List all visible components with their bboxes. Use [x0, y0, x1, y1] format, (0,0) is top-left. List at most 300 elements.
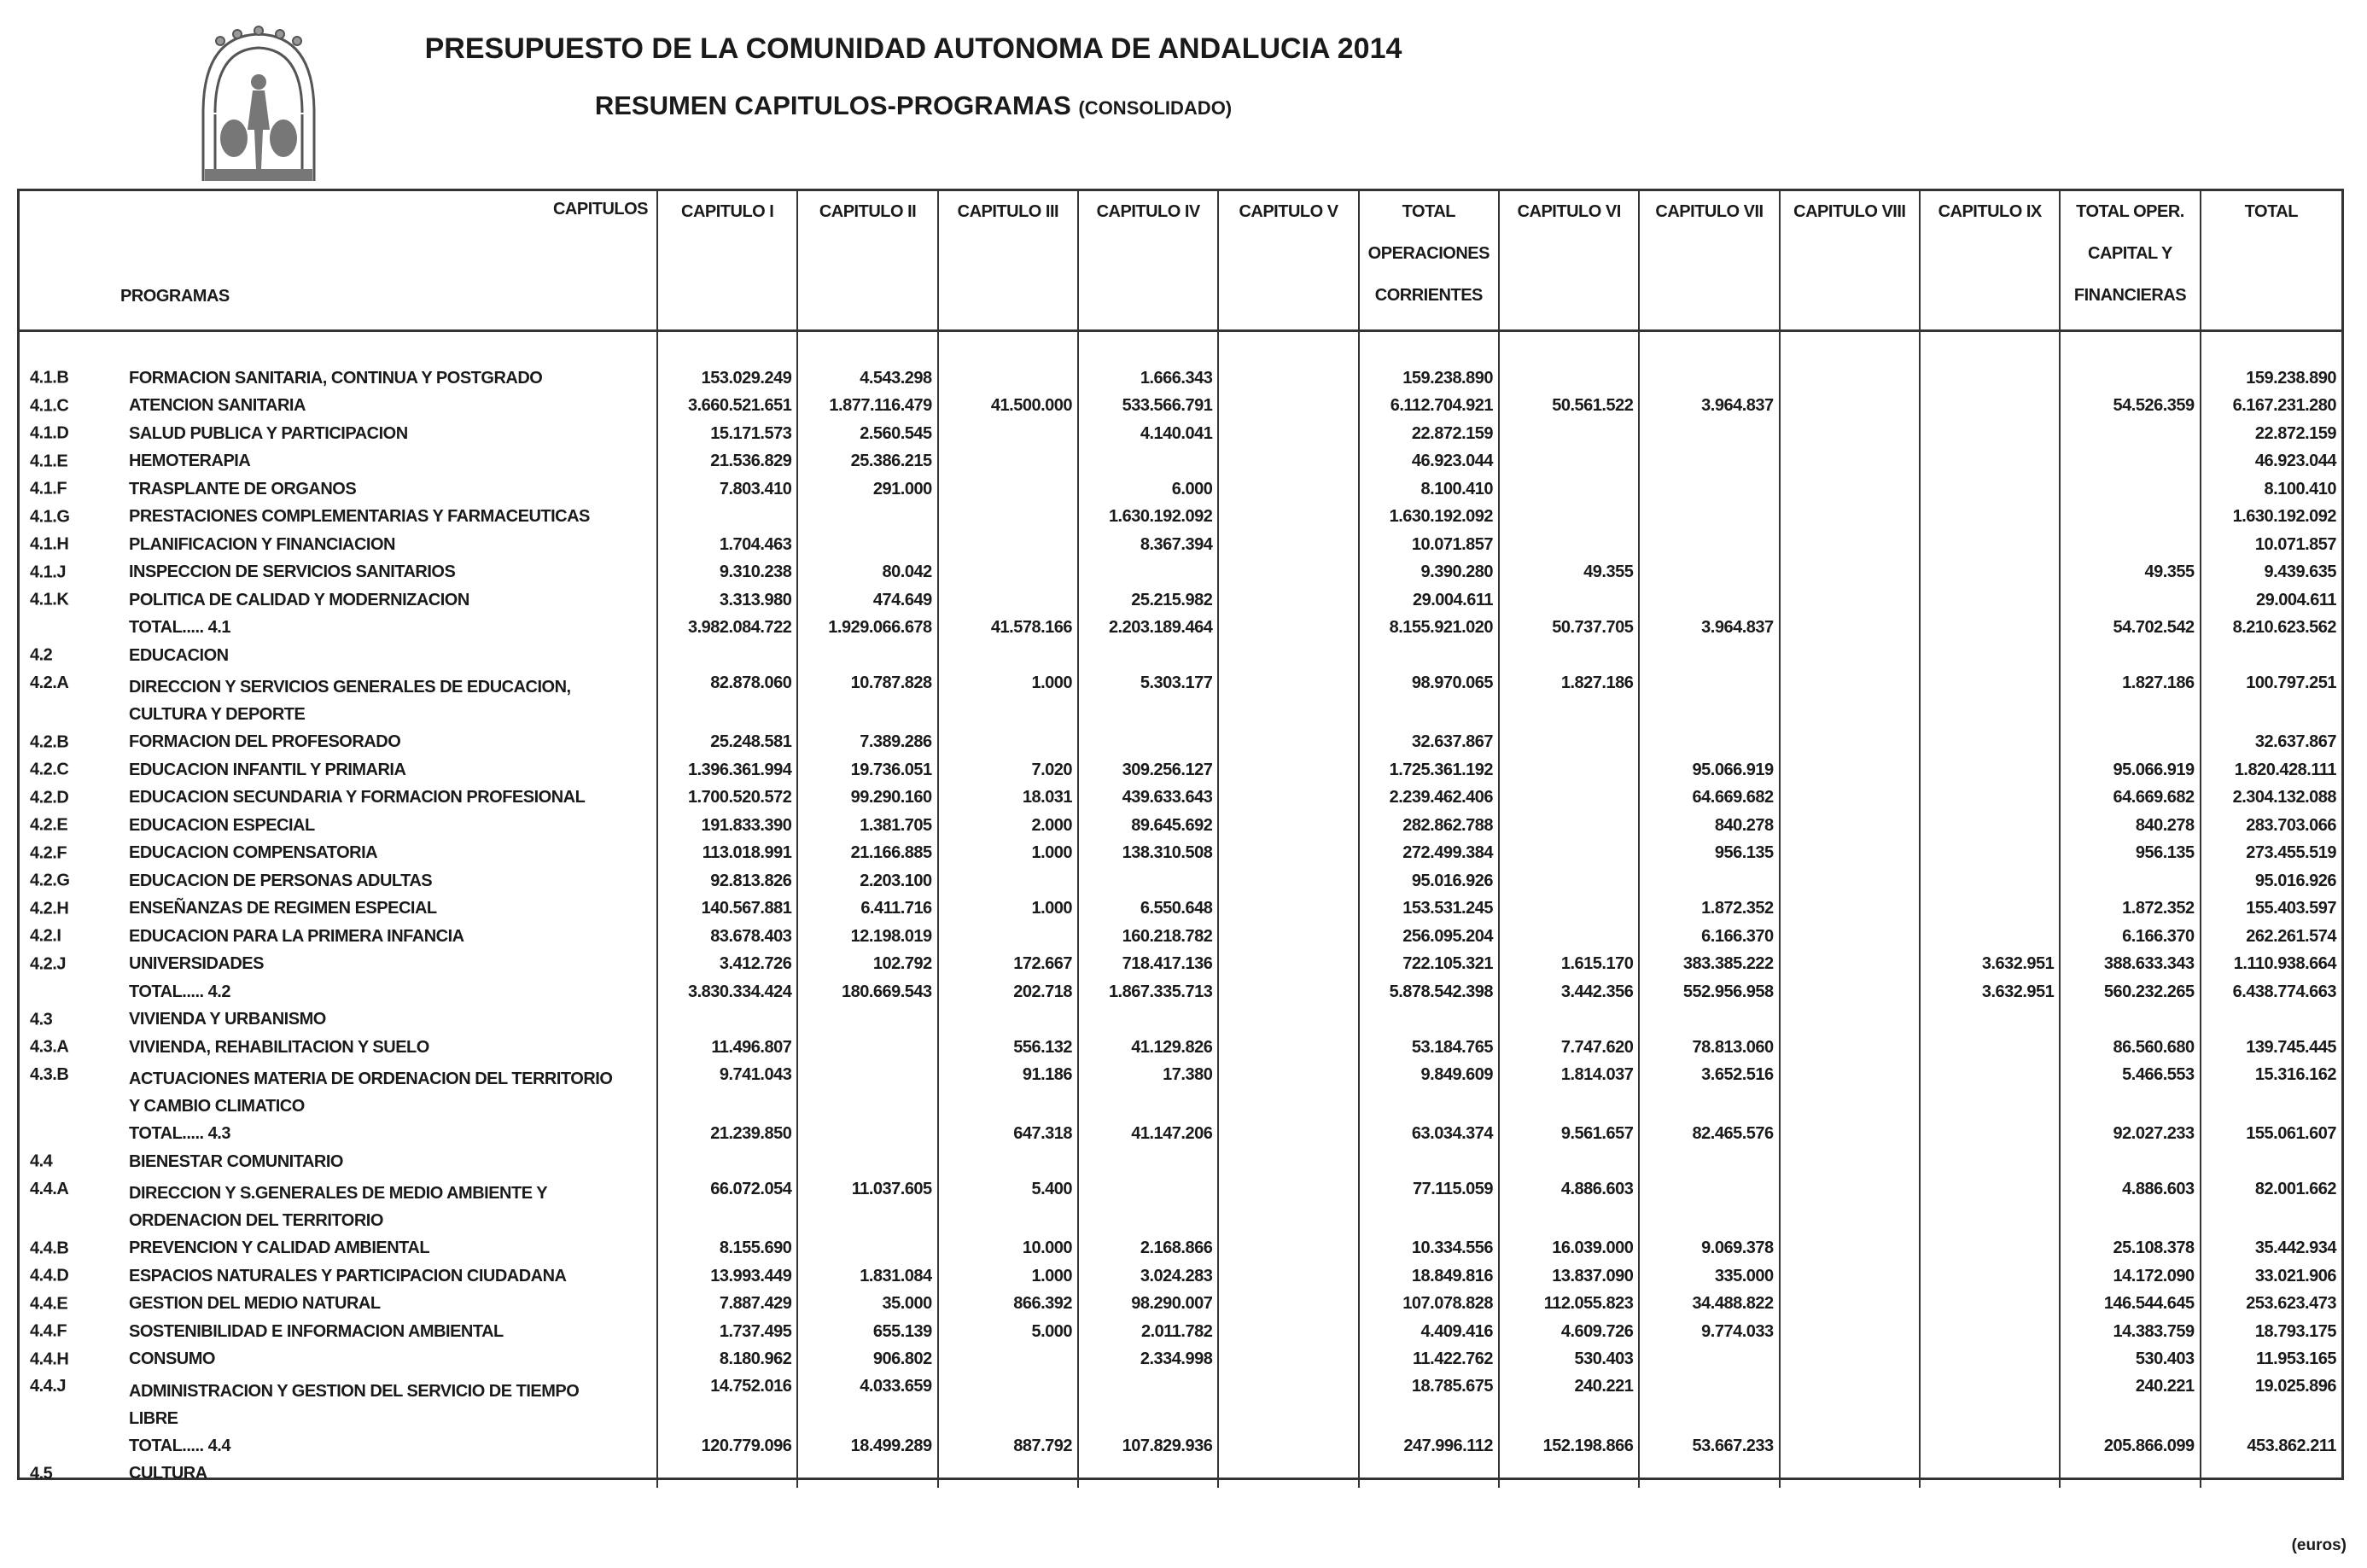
amount-cell	[938, 867, 1078, 895]
program-name: EDUCACION DE PERSONAS ADULTAS	[129, 871, 433, 890]
amount-cell	[1218, 1346, 1358, 1374]
amount-cell	[938, 504, 1078, 532]
column-header-line: CORRIENTES	[1374, 286, 1483, 305]
amount-cell: 10.000	[938, 1235, 1078, 1263]
program-name: ADMINISTRACION Y GESTION DEL SERVICIO DE TIEMPO	[129, 1381, 580, 1401]
amount-cell	[1920, 1262, 2060, 1291]
amount-cell: 14.383.759	[2060, 1318, 2200, 1346]
amount-cell: 18.793.175	[2254, 1321, 2336, 1341]
amount-cell: 1.827.186	[1499, 670, 1639, 729]
amount-cell: 240.221	[2060, 1373, 2200, 1432]
amount-cell: 8.100.410	[2264, 479, 2336, 498]
amount-cell	[797, 1006, 937, 1035]
amount-cell: 256.095.204	[1359, 923, 1499, 951]
amount-cell: 49.355	[1499, 559, 1639, 587]
amount-cell: 530.403	[2060, 1346, 2200, 1374]
amount-cell	[1639, 420, 1779, 448]
column-header-line: CAPITULO VI	[1517, 202, 1621, 221]
amount-cell	[1359, 642, 1499, 670]
amount-cell: 556.132	[938, 1034, 1078, 1062]
empty-cell	[938, 331, 1078, 365]
amount-cell	[1780, 364, 1920, 393]
amount-cell: 32.637.867	[2254, 732, 2336, 752]
empty-cell	[657, 331, 797, 365]
amount-cell: 41.129.826	[1078, 1034, 1218, 1062]
budget-sheet	[17, 189, 2344, 1483]
program-name: TOTAL..... 4.2	[129, 982, 230, 1001]
program-name: ESPACIOS NATURALES Y PARTICIPACION CIUDADANA	[129, 1266, 567, 1285]
table-row	[20, 586, 2341, 615]
program-name: EDUCACION INFANTIL Y PRIMARIA	[129, 760, 406, 779]
amount-cell: 4.886.603	[2060, 1176, 2200, 1235]
amount-cell: 140.567.881	[657, 895, 797, 924]
budget-table	[20, 191, 2341, 1488]
amount-cell: 120.779.096	[657, 1432, 797, 1460]
amount-cell: 32.637.867	[1359, 729, 1499, 757]
amount-cell	[1359, 1148, 1499, 1176]
amount-cell: 3.024.283	[1078, 1262, 1218, 1291]
program-name: INSPECCION DE SERVICIOS SANITARIOS	[129, 562, 456, 582]
amount-cell: 1.827.186	[2060, 670, 2200, 729]
program-name: HEMOTERAPIA	[129, 452, 251, 471]
program-name: Y CAMBIO CLIMATICO	[129, 1097, 305, 1116]
amount-cell	[1920, 670, 2060, 729]
amount-cell: 253.623.473	[2246, 1294, 2336, 1314]
amount-cell	[1218, 364, 1358, 393]
amount-cell: 474.649	[797, 586, 937, 615]
amount-cell	[1639, 1460, 1779, 1489]
table-row	[20, 670, 2341, 729]
amount-cell: 146.544.645	[2060, 1291, 2200, 1319]
amount-cell: 1.630.192.092	[1078, 504, 1218, 532]
program-label-cell	[20, 951, 657, 979]
amount-cell: 530.403	[1499, 1346, 1639, 1374]
amount-cell	[1218, 978, 1358, 1006]
amount-cell	[1780, 729, 1920, 757]
column-header	[1639, 191, 1779, 331]
amount-cell	[1920, 364, 2060, 393]
amount-cell	[1780, 1346, 1920, 1374]
amount-cell	[1639, 531, 1779, 559]
amount-cell: 8.367.394	[1078, 531, 1218, 559]
amount-cell	[1639, 586, 1779, 615]
amount-cell	[2060, 729, 2200, 757]
amount-cell: 3.982.084.722	[657, 615, 797, 643]
table-row	[20, 559, 2341, 587]
amount-cell: 14.752.016	[657, 1373, 797, 1432]
amount-cell: 1.704.463	[657, 531, 797, 559]
amount-cell: 291.000	[797, 475, 937, 504]
amount-cell	[1920, 1318, 2060, 1346]
amount-cell	[1780, 951, 1920, 979]
amount-cell	[1920, 420, 2060, 448]
amount-cell	[1218, 1148, 1358, 1176]
amount-cell: 92.027.233	[2060, 1121, 2200, 1149]
table-row	[20, 1318, 2341, 1346]
amount-cell: 4.033.659	[797, 1373, 937, 1432]
amount-cell: 6.166.370	[1639, 923, 1779, 951]
program-code: 4.3.A	[30, 1037, 69, 1057]
amount-cell	[1920, 923, 2060, 951]
program-code: 4.2.C	[30, 760, 69, 779]
amount-cell	[1920, 840, 2060, 868]
amount-cell: 172.667	[938, 951, 1078, 979]
program-name: TRASPLANTE DE ORGANOS	[129, 479, 357, 498]
program-name: TOTAL..... 4.1	[129, 618, 230, 638]
program-name: ENSEÑANZAS DE REGIMEN ESPECIAL	[129, 899, 437, 918]
amount-cell	[1218, 784, 1358, 813]
amount-cell: 9.774.033	[1639, 1318, 1779, 1346]
amount-cell: 3.632.951	[1920, 978, 2060, 1006]
column-header	[1780, 191, 1920, 331]
program-name: EDUCACION COMPENSATORIA	[129, 843, 378, 863]
table-row	[20, 1262, 2341, 1291]
amount-cell: 112.055.823	[1499, 1291, 1639, 1319]
amount-cell	[1078, 448, 1218, 476]
amount-cell: 41.147.206	[1078, 1121, 1218, 1149]
amount-cell	[1639, 1346, 1779, 1374]
section-row	[20, 642, 2341, 670]
amount-cell	[1639, 364, 1779, 393]
amount-cell: 1.929.066.678	[797, 615, 937, 643]
amount-cell	[1780, 1034, 1920, 1062]
program-code: 4.1.B	[30, 368, 69, 388]
amount-cell	[1920, 504, 2060, 532]
amount-cell	[1218, 895, 1358, 924]
amount-cell: 95.016.926	[1359, 867, 1499, 895]
amount-cell: 86.560.680	[2060, 1034, 2200, 1062]
program-name: POLITICA DE CALIDAD Y MODERNIZACION	[129, 590, 469, 609]
program-label-cell	[20, 504, 657, 532]
amount-cell	[1499, 504, 1639, 532]
amount-cell	[797, 1034, 937, 1062]
amount-cell	[1780, 642, 1920, 670]
amount-cell: 906.802	[797, 1346, 937, 1374]
amount-cell: 64.669.682	[1639, 784, 1779, 813]
amount-cell: 2.000	[938, 812, 1078, 840]
amount-cell: 13.837.090	[1499, 1262, 1639, 1291]
amount-cell: 159.238.890	[1359, 364, 1499, 393]
column-header-line: CAPITULO I	[681, 202, 774, 221]
empty-cell	[1218, 331, 1358, 365]
amount-cell	[1078, 559, 1218, 587]
amount-cell	[1499, 867, 1639, 895]
amount-cell	[797, 1062, 937, 1121]
amount-cell: 2.239.462.406	[1359, 784, 1499, 813]
amount-cell: 282.862.788	[1359, 812, 1499, 840]
amount-cell	[1078, 1148, 1218, 1176]
amount-cell: 718.417.136	[1078, 951, 1218, 979]
amount-cell	[797, 1460, 937, 1489]
section-row	[20, 1148, 2341, 1176]
amount-cell	[1218, 1262, 1358, 1291]
amount-cell: 1.737.495	[657, 1318, 797, 1346]
empty-cell	[1499, 331, 1639, 365]
amount-cell: 98.290.007	[1078, 1291, 1218, 1319]
amount-cell: 113.018.991	[657, 840, 797, 868]
table-row	[20, 867, 2341, 895]
amount-cell: 647.318	[938, 1121, 1078, 1149]
amount-cell	[1639, 475, 1779, 504]
amount-cell: 3.652.516	[1639, 1062, 1779, 1121]
amount-cell: 3.830.334.424	[657, 978, 797, 1006]
amount-cell: 5.303.177	[1078, 670, 1218, 729]
amount-cell: 3.313.980	[657, 586, 797, 615]
amount-cell: 89.645.692	[1078, 812, 1218, 840]
amount-cell: 247.996.112	[1359, 1432, 1499, 1460]
amount-cell	[1499, 1460, 1639, 1489]
amount-cell: 13.993.449	[657, 1262, 797, 1291]
table-row	[20, 951, 2341, 979]
amount-cell: 53.184.765	[1359, 1034, 1499, 1062]
amount-cell: 153.029.249	[657, 364, 797, 393]
amount-cell	[1639, 729, 1779, 757]
amount-cell	[797, 642, 937, 670]
amount-cell: 191.833.390	[657, 812, 797, 840]
amount-cell: 155.061.607	[2246, 1124, 2336, 1144]
empty-cell	[20, 331, 657, 365]
program-label-cell	[20, 393, 657, 421]
amount-cell	[1499, 420, 1639, 448]
amount-cell: 1.615.170	[1499, 951, 1639, 979]
empty-cell	[2201, 331, 2341, 365]
amount-cell	[1780, 923, 1920, 951]
program-name: EDUCACION SECUNDARIA Y FORMACION PROFESIONAL	[129, 788, 586, 807]
amount-cell	[1920, 1034, 2060, 1062]
amount-cell: 107.078.828	[1359, 1291, 1499, 1319]
amount-cell: 160.218.782	[1078, 923, 1218, 951]
program-code: 4.2.H	[30, 899, 69, 918]
program-name: PLANIFICACION Y FINANCIACION	[129, 534, 395, 554]
amount-cell: 840.278	[1639, 812, 1779, 840]
program-name: PRESTACIONES COMPLEMENTARIAS Y FARMACEUTICAS	[129, 507, 590, 527]
amount-cell: 66.072.054	[657, 1176, 797, 1235]
amount-cell	[1780, 1148, 1920, 1176]
program-code: 4.4	[30, 1151, 53, 1171]
amount-cell: 202.718	[938, 978, 1078, 1006]
amount-cell	[1218, 642, 1358, 670]
amount-cell: 4.609.726	[1499, 1318, 1639, 1346]
amount-cell	[2060, 586, 2200, 615]
amount-cell	[938, 420, 1078, 448]
amount-cell	[1920, 1148, 2060, 1176]
program-name: VIVIENDA, REHABILITACION Y SUELO	[129, 1037, 429, 1057]
amount-cell	[797, 1148, 937, 1176]
amount-cell: 1.867.335.713	[1078, 978, 1218, 1006]
program-code: 4.2.A	[30, 673, 69, 692]
amount-cell: 29.004.611	[1359, 586, 1499, 615]
amount-cell: 1.831.084	[797, 1262, 937, 1291]
program-label-cell	[20, 1373, 657, 1432]
amount-cell: 54.702.542	[2060, 615, 2200, 643]
amount-cell: 63.034.374	[1359, 1121, 1499, 1149]
amount-cell	[1218, 840, 1358, 868]
column-header-line: CAPITULO III	[957, 202, 1059, 221]
column-header	[1078, 191, 1218, 331]
amount-cell: 9.849.609	[1359, 1062, 1499, 1121]
amount-cell	[1780, 1176, 1920, 1235]
amount-cell: 34.488.822	[1639, 1291, 1779, 1319]
amount-cell: 35.442.934	[2254, 1239, 2336, 1258]
amount-cell: 533.566.791	[1078, 393, 1218, 421]
program-code: 4.2.D	[30, 788, 69, 807]
amount-cell: 22.872.159	[1359, 420, 1499, 448]
column-header-line: TOTAL	[1402, 202, 1455, 221]
amount-cell	[1218, 393, 1358, 421]
amount-cell: 273.455.519	[2246, 843, 2336, 863]
amount-cell: 1.000	[938, 840, 1078, 868]
table-row	[20, 895, 2341, 924]
amount-cell: 10.334.556	[1359, 1235, 1499, 1263]
amount-cell: 1.872.352	[2060, 895, 2200, 924]
amount-cell: 25.215.982	[1078, 586, 1218, 615]
amount-cell: 25.248.581	[657, 729, 797, 757]
amount-cell	[1499, 756, 1639, 784]
program-code: 4.3	[30, 1010, 53, 1029]
amount-cell	[1780, 1291, 1920, 1319]
amount-cell: 1.000	[938, 895, 1078, 924]
amount-cell	[938, 1346, 1078, 1374]
amount-cell: 7.389.286	[797, 729, 937, 757]
amount-cell	[1078, 729, 1218, 757]
amount-cell	[2060, 642, 2200, 670]
program-name: VIVIENDA Y URBANISMO	[129, 1010, 326, 1029]
amount-cell	[2060, 364, 2200, 393]
amount-cell: 18.031	[938, 784, 1078, 813]
amount-cell	[1499, 448, 1639, 476]
amount-cell	[1920, 867, 2060, 895]
amount-cell: 8.100.410	[1359, 475, 1499, 504]
amount-cell	[1780, 586, 1920, 615]
page-subtitle	[0, 90, 1827, 121]
amount-cell	[1359, 1460, 1499, 1489]
program-label-cell	[20, 729, 657, 757]
amount-cell: 1.000	[938, 670, 1078, 729]
amount-cell: 1.381.705	[797, 812, 937, 840]
section-row	[20, 1460, 2341, 1489]
amount-cell: 1.396.361.994	[657, 756, 797, 784]
amount-cell: 46.923.044	[2254, 452, 2336, 471]
empty-cell	[1359, 331, 1499, 365]
amount-cell	[1639, 448, 1779, 476]
amount-cell	[1780, 840, 1920, 868]
amount-cell: 655.139	[797, 1318, 937, 1346]
amount-cell	[1780, 448, 1920, 476]
table-row	[20, 756, 2341, 784]
amount-cell: 9.741.043	[657, 1062, 797, 1121]
amount-cell: 887.792	[938, 1432, 1078, 1460]
amount-cell	[938, 559, 1078, 587]
amount-cell	[938, 364, 1078, 393]
amount-cell: 5.400	[938, 1176, 1078, 1235]
column-header-line: CAPITULO VIII	[1793, 202, 1906, 221]
amount-cell	[1218, 756, 1358, 784]
table-row	[20, 393, 2341, 421]
program-label-cell	[20, 642, 657, 670]
program-code: 4.2.B	[30, 732, 69, 752]
amount-cell	[1920, 756, 2060, 784]
program-code: 4.2.G	[30, 871, 70, 890]
total-row	[20, 978, 2341, 1006]
table-row	[20, 1291, 2341, 1319]
amount-cell	[1499, 1148, 1639, 1176]
amount-cell: 6.000	[1078, 475, 1218, 504]
table-row	[20, 1176, 2341, 1235]
header-capitulos: CAPITULOS	[552, 200, 649, 219]
amount-cell: 18.849.816	[1359, 1262, 1499, 1291]
amount-cell	[1499, 531, 1639, 559]
amount-cell: 2.334.998	[1078, 1346, 1218, 1374]
amount-cell	[1639, 1006, 1779, 1035]
amount-cell	[1780, 393, 1920, 421]
amount-cell	[797, 1235, 937, 1263]
table-row	[20, 923, 2341, 951]
amount-cell: 956.135	[1639, 840, 1779, 868]
amount-cell: 1.700.520.572	[657, 784, 797, 813]
amount-cell	[657, 642, 797, 670]
column-header	[2060, 191, 2200, 331]
amount-cell: 80.042	[797, 559, 937, 587]
table-body	[20, 331, 2341, 1489]
program-name: EDUCACION	[129, 645, 229, 665]
program-name: EDUCACION ESPECIAL	[129, 815, 315, 835]
amount-cell	[1920, 1432, 2060, 1460]
amount-cell	[1499, 923, 1639, 951]
amount-cell	[1780, 1235, 1920, 1263]
amount-cell	[938, 475, 1078, 504]
amount-cell: 1.630.192.092	[1359, 504, 1499, 532]
amount-cell	[1780, 1006, 1920, 1035]
amount-cell	[657, 1148, 797, 1176]
amount-cell	[1780, 1432, 1920, 1460]
program-label-cell	[20, 1346, 657, 1374]
amount-cell	[1780, 420, 1920, 448]
amount-cell	[1078, 1176, 1218, 1235]
amount-cell	[1218, 1291, 1358, 1319]
amount-cell: 11.037.605	[797, 1176, 937, 1235]
amount-cell	[1780, 1318, 1920, 1346]
amount-cell	[1218, 559, 1358, 587]
amount-cell: 956.135	[2060, 840, 2200, 868]
amount-cell: 722.105.321	[1359, 951, 1499, 979]
program-label-cell	[20, 670, 657, 729]
amount-cell	[657, 1006, 797, 1035]
amount-cell: 309.256.127	[1078, 756, 1218, 784]
amount-cell: 2.203.100	[797, 867, 937, 895]
amount-cell: 14.172.090	[2060, 1262, 2200, 1291]
amount-cell	[1780, 1262, 1920, 1291]
amount-cell	[1639, 867, 1779, 895]
amount-cell	[1780, 559, 1920, 587]
amount-cell	[797, 1121, 937, 1149]
table-row	[20, 420, 2341, 448]
amount-cell: 107.829.936	[1078, 1432, 1218, 1460]
amount-cell	[1780, 1121, 1920, 1149]
amount-cell	[2060, 867, 2200, 895]
amount-cell: 3.660.521.651	[657, 393, 797, 421]
amount-cell	[938, 729, 1078, 757]
amount-cell: 3.964.837	[1639, 615, 1779, 643]
amount-cell: 6.411.716	[797, 895, 937, 924]
amount-cell: 155.403.597	[2246, 899, 2336, 918]
amount-cell: 35.000	[797, 1291, 937, 1319]
amount-cell: 1.814.037	[1499, 1062, 1639, 1121]
table-row	[20, 504, 2341, 532]
amount-cell	[2201, 1460, 2341, 1489]
amount-cell: 5.000	[938, 1318, 1078, 1346]
amount-cell	[1078, 867, 1218, 895]
program-name: TOTAL..... 4.3	[129, 1124, 230, 1144]
